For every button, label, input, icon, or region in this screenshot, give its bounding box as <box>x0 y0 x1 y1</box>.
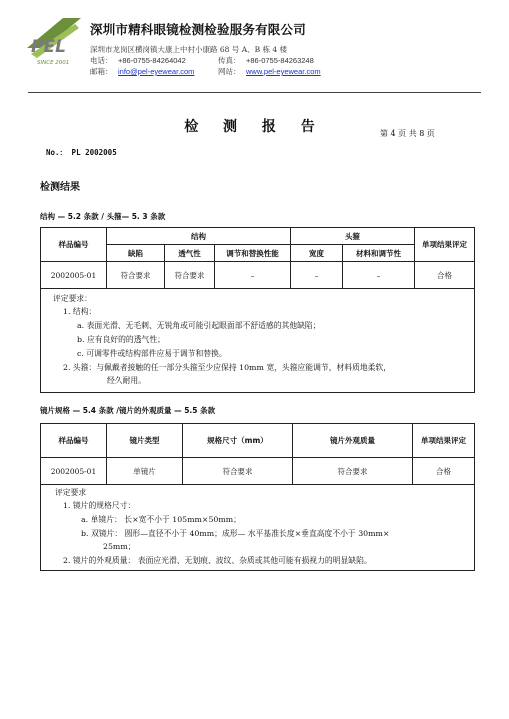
t2-cell-appearance: 符合要求 <box>293 458 413 485</box>
t1-cell-result: 合格 <box>415 262 475 289</box>
logo-text: PEL <box>31 37 66 57</box>
t1-req-l1a: a. 表面光滑、无毛刺、无锐角或可能引起眼面部不舒适感的其他缺陷； <box>77 321 321 330</box>
t1-req-l1: 1. 结构： <box>63 307 97 316</box>
fax-label: 传真： <box>218 56 241 65</box>
company-name: 深圳市精科眼镜检测检验服务有限公司 <box>90 22 306 37</box>
t1-req-l2: 2. 头箍：与佩戴者接触的任一部分头箍至少应保持 10mm 宽，头箍应能调节，材料质地柔软， <box>63 363 392 372</box>
email-link[interactable]: info@pel-eyewear.com <box>118 67 195 76</box>
logo-tagline: SINCE 2001 <box>37 60 70 66</box>
t2-req-l1a: a. 单镜片： 长×宽不小于 105mm×50mm； <box>81 515 241 524</box>
t2-header-dimensions: 规格尺寸（mm） <box>183 424 293 458</box>
company-logo <box>23 14 85 70</box>
t2-header-sample: 样品编号 <box>41 424 107 458</box>
t2-req-l1: 1. 镜片的规格尺寸： <box>63 501 136 510</box>
t1-header-sample: 样品编号 <box>41 228 107 262</box>
t2-cell-result: 合格 <box>413 458 475 485</box>
t2-header-result: 单项结果评定 <box>413 424 475 458</box>
t1-cell-breathability: 符合要求 <box>165 262 215 289</box>
t1-req-l1b: b. 应有良好的的透气性； <box>77 335 165 344</box>
page-number: 第 4 页 共 8 页 <box>380 129 435 138</box>
section-title: 检测结果 <box>40 182 80 193</box>
table1 <box>40 227 475 289</box>
report-number: No.： PL 2002005 <box>46 148 117 157</box>
company-address: 深圳市龙岗区横岗镇大康上中村小康路 68 号 A、B 栋 4 楼 <box>90 45 288 54</box>
table1-subhead: 结构 — 5.2 条款 / 头箍— 5. 3 条款 <box>40 212 166 221</box>
t1-cell-sample: 2002005-01 <box>41 262 107 289</box>
t1-req-title: 评定要求： <box>53 294 92 303</box>
t2-cell-dimensions: 符合要求 <box>183 458 293 485</box>
t1-cell-material: – <box>343 262 415 289</box>
fax-value: +86-0755-84263248 <box>246 56 314 65</box>
table2-subhead: 镜片规格 — 5.4 条款 /镜片的外观质量 — 5.5 条款 <box>40 406 216 415</box>
t1-sub-breathability: 透气性 <box>165 245 215 262</box>
table2 <box>40 423 475 485</box>
report-title: 检 测 报 告 <box>184 119 325 135</box>
t1-req-l1c: c. 可调零件或结构部件应易于调节和替换。 <box>77 349 227 358</box>
t1-cell-adjust: – <box>215 262 291 289</box>
t2-header-lens-type: 镜片类型 <box>107 424 183 458</box>
t2-header-appearance: 镜片外观质量 <box>293 424 413 458</box>
contact-email-web <box>90 66 346 77</box>
web-link[interactable]: www.pel-eyewear.com <box>246 67 321 76</box>
t1-header-headband: 头箍 <box>291 228 415 245</box>
t2-req-l2: 2. 镜片的外观质量： 表面应光滑、无划痕、波纹、杂质或其他可能有损视力的明显缺陷。 <box>63 556 372 565</box>
t2-req-title: 评定要求 <box>55 488 87 497</box>
t1-header-structure: 结构 <box>107 228 291 245</box>
t1-req-l2b: 经久耐用。 <box>107 376 146 385</box>
t2-req-l1b2: 25mm； <box>103 542 136 551</box>
t1-cell-width: – <box>291 262 343 289</box>
table2-requirements <box>40 484 475 571</box>
table1-requirements <box>40 289 475 393</box>
t1-header-result: 单项结果评定 <box>415 228 475 262</box>
tel-value: +86-0755-84264042 <box>118 56 186 65</box>
t1-sub-material: 材料和调节性 <box>343 245 415 262</box>
t1-sub-width: 宽度 <box>291 245 343 262</box>
t1-cell-defect: 符合要求 <box>107 262 165 289</box>
t1-sub-defect: 缺陷 <box>107 245 165 262</box>
web-label: 网站： <box>218 67 241 76</box>
email-label: 邮箱： <box>90 67 113 76</box>
t1-sub-adjust: 调节和替换性能 <box>215 245 291 262</box>
t2-cell-sample: 2002005-01 <box>41 458 107 485</box>
table-row <box>41 458 475 485</box>
table-row <box>41 262 475 289</box>
t2-req-l1b: b. 双镜片： 圆形—直径不小于 40mm；成形— 水平基准长度×垂直高度不小于 30mm× <box>81 529 390 538</box>
contact-phone-fax <box>90 55 346 66</box>
t2-cell-lens-type: 单镜片 <box>107 458 183 485</box>
header-divider <box>28 92 481 93</box>
tel-label: 电话： <box>90 56 113 65</box>
